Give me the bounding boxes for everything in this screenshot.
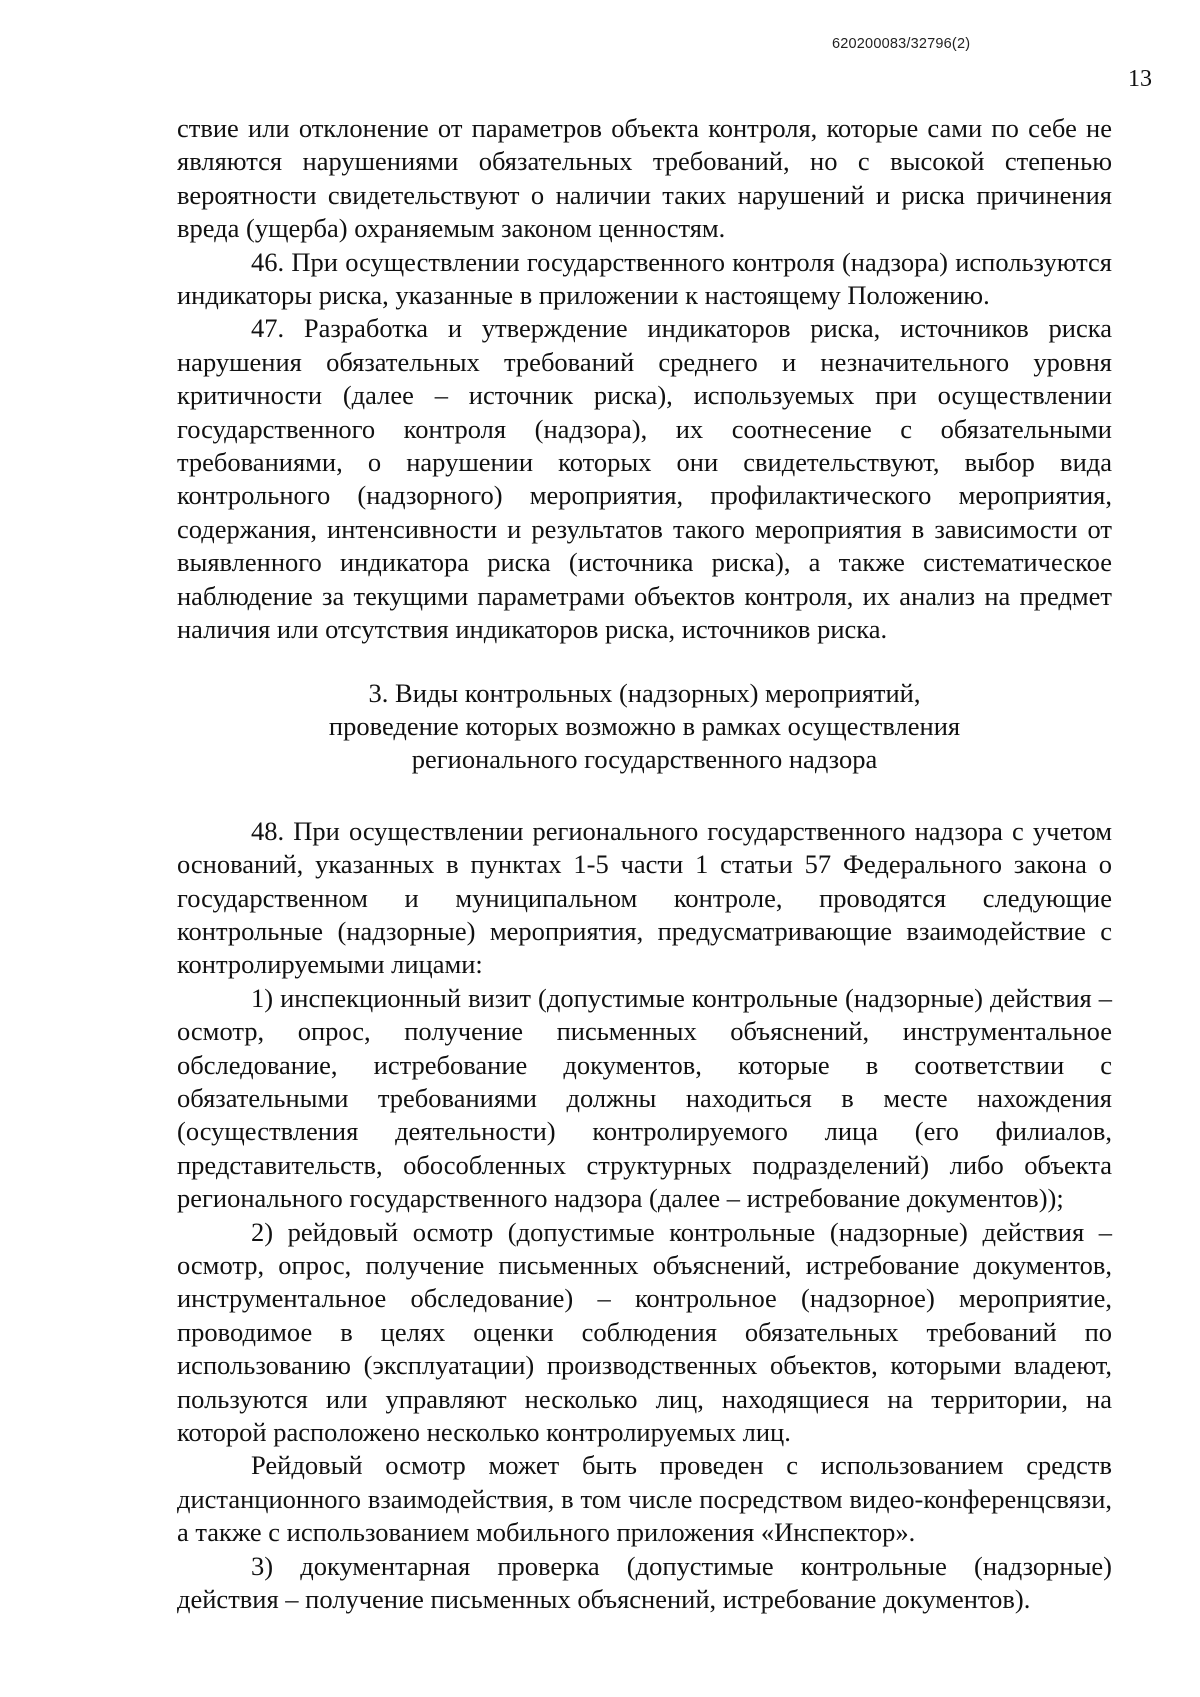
paragraph-48: 48. При осуществлении регионального государственного надзора с учетом оснований, указанных в пунктах 1-5 части 1 статьи 57 Федерального закона о государственном и муниципальном контроле, проводятся следующие контрольные (надзорные) мероприятия, предусматривающие взаимодействие с контролируемыми лицами: — [177, 815, 1112, 980]
section-heading-line-3: регионального государственного надзора — [411, 744, 878, 775]
document-body — [177, 112, 1112, 1616]
list-item-3: 3) документарная проверка (допустимые контрольные (надзорные) действия – получение письменных объяснений, истребование документов). — [177, 1550, 1112, 1615]
page-number: 13 — [1128, 66, 1152, 92]
list-item-2-note: Рейдовый осмотр может быть проведен с использованием средств дистанционного взаимодействия, в том числе посредством видео-конференцсвязи, а также с использованием мобильного приложения «Инспектор». — [177, 1450, 1112, 1548]
paragraph-46: 46. При осуществлении государственного контроля (надзора) используются индикаторы риска, указанные в приложении к настоящему Положению. — [177, 246, 1112, 311]
paragraph-47: 47. Разработка и утверждение индикаторов риска, источников риска нарушения обязательных требований среднего и незначительного уровня критичности (далее – источник риска), используемых при осуществлении государственного контроля (надзора), их соотнесение с обязательными требованиями, о нарушении которых они свидетельствуют, выбор вида контрольного (надзорного) мероприятия, профилактического мероприятия, содержания, интенсивности и результатов такого мероприятия в зависимости от выявленного индикатора риска (источника риска), а также систематическое наблюдение за текущими параметрами объектов контроля, их анализ на предмет наличия или отсутствия индикаторов риска, источников риска. — [177, 313, 1112, 645]
document-registration-number: 620200083/32796(2) — [832, 36, 971, 52]
list-item-1: 1) инспекционный визит (допустимые контрольные (надзорные) действия – осмотр, опрос, получение письменных объяснений, инструментальное обследование, истребование документов, которые в соответствии с обязательными требованиями должны находиться в месте нахождения (осуществления деятельности) контролируемого лица (его филиалов, представительств, обособленных структурных подразделений) либо объекта регионального государственного надзора (далее – истребование документов)); — [177, 982, 1112, 1214]
list-item-2: 2) рейдовый осмотр (допустимые контрольные (надзорные) действия – осмотр, опрос, получение письменных объяснений, истребование документов, инструментальное обследование) – контрольное (надзорное) мероприятие, проводимое в целях оценки соблюдения обязательных требований по использованию (эксплуатации) производственных объектов, которыми владеют, пользуются или управляют несколько лиц, находящиеся на территории, на которой расположено несколько контролируемых лиц. — [177, 1216, 1112, 1448]
paragraph-continuation: ствие или отклонение от параметров объекта контроля, которые сами по себе не являются нарушениями обязательных требований, но с высокой степенью вероятности свидетельствуют о наличии таких нарушений и риска причинения вреда (ущерба) охраняемым законом ценностям. — [177, 113, 1112, 244]
section-3-heading — [177, 677, 1112, 777]
section-heading-line-2: проведение которых возможно в рамках осуществления — [328, 710, 961, 741]
section-heading-line-1: 3. Виды контрольных (надзорных) мероприятий, — [368, 677, 921, 708]
